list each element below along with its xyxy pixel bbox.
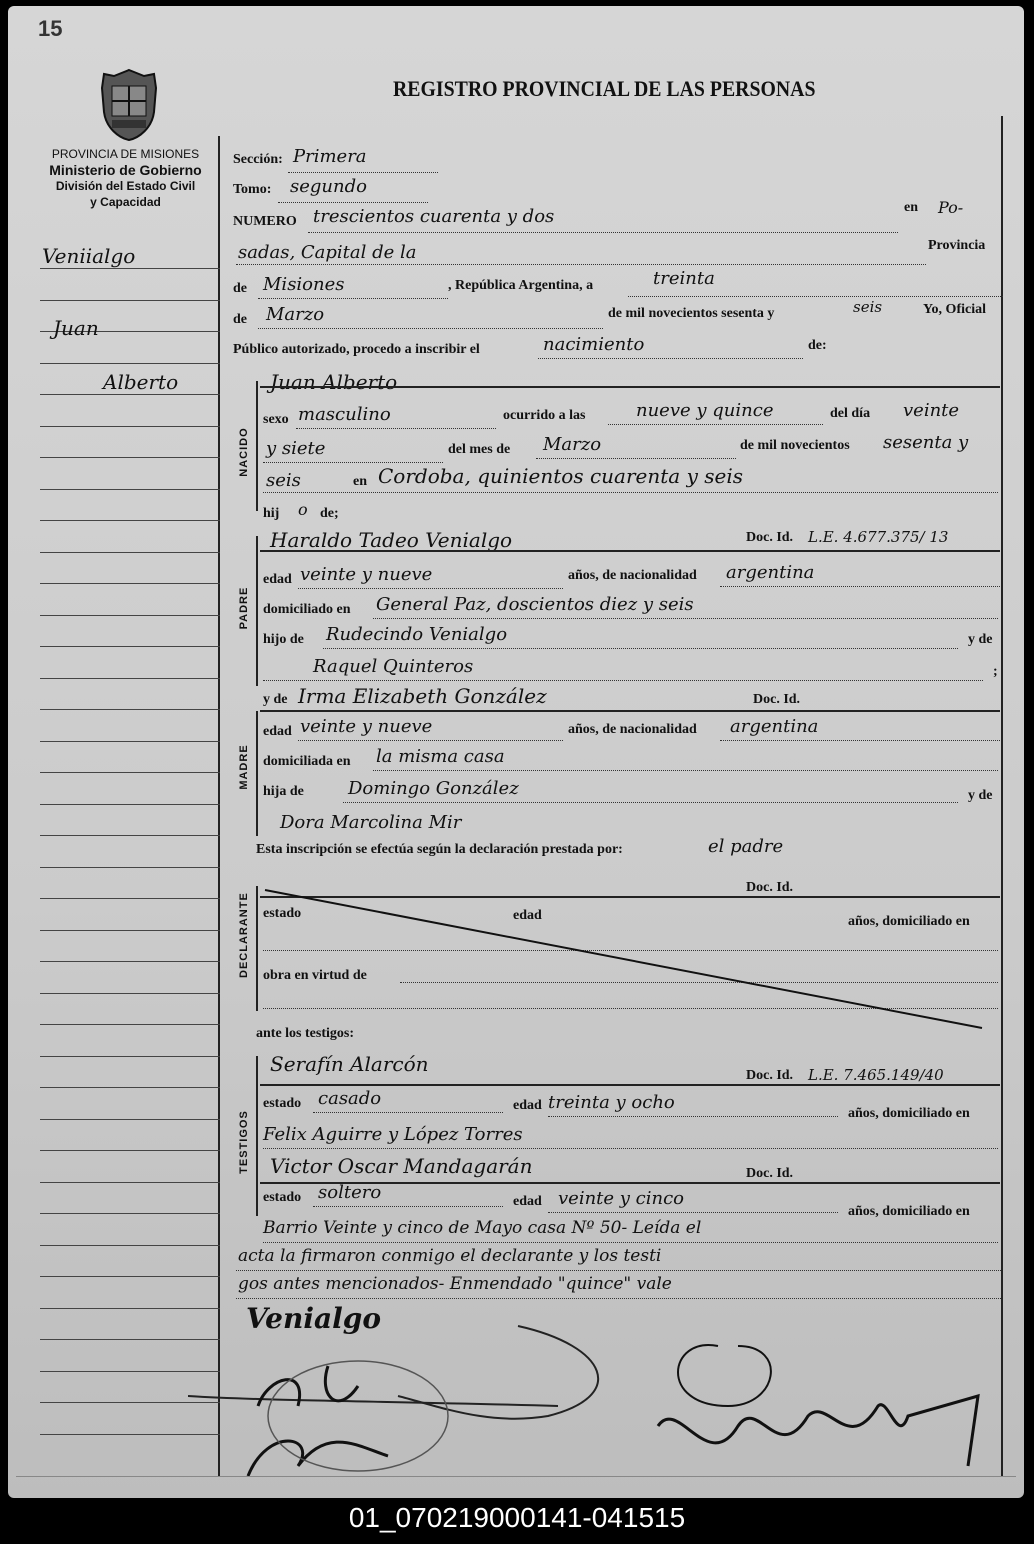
value-testigo1: Serafín Alarcón (270, 1052, 429, 1076)
signatures-and-stamp (188, 1306, 1018, 1486)
label-doc-testigo1: Doc. Id. (746, 1068, 794, 1083)
label-del-mes: del mes de (448, 442, 511, 457)
margin-surname: Veniialgo (42, 244, 136, 268)
margin-ruled-line (40, 898, 220, 899)
value-en: Po- (938, 198, 964, 217)
value-lugar-nac: Cordoba, quinientos cuarenta y seis (378, 464, 743, 488)
label-doc-padre: Doc. Id. (746, 530, 794, 545)
label-ocurrido: ocurrido a las (503, 408, 586, 423)
side-declarante: DECLARANTE (238, 892, 250, 978)
label-en-lugar: en (353, 474, 367, 489)
margin-ruled-line (40, 646, 220, 647)
margin-ruled-line (40, 583, 220, 584)
capacity-name: y Capacidad (90, 195, 161, 209)
label-hija-de: hija de (263, 784, 304, 799)
label-y-de-2: y de (968, 788, 993, 803)
label-y-de-madre: y de (263, 692, 288, 707)
value-testigo1-dom: Felix Aguirre y López Torres (263, 1124, 523, 1145)
label-dom-madre: domiciliada en (263, 754, 351, 769)
margin-ruled-line (40, 1213, 220, 1214)
value-seccion: Primera (293, 146, 367, 167)
margin-ruled-line (40, 993, 220, 994)
value-dia-nac-2: y siete (266, 438, 326, 459)
side-nacido: NACIDO (238, 427, 250, 477)
provincial-coat-of-arms-icon (94, 68, 164, 142)
value-madre: Irma Elizabeth González (298, 684, 547, 708)
margin-ruled-line (40, 552, 220, 553)
value-abuelo-p: Rudecindo Venialgo (326, 624, 508, 645)
value-abuela-p: Raquel Quinteros (313, 656, 474, 677)
value-padre: Haraldo Tadeo Venialgo (270, 528, 513, 552)
value-numero: trescientos cuarenta y dos (313, 206, 555, 227)
label-dom-padre: domiciliado en (263, 602, 351, 617)
side-testigos: TESTIGOS (238, 1110, 250, 1174)
value-testigo2-edad: veinte y cinco (558, 1188, 685, 1209)
label-de-mil-2: de mil novecientos (740, 438, 850, 453)
margin-ruled-line (40, 961, 220, 962)
value-testigo1-edad: treinta y ocho (548, 1092, 675, 1113)
margin-ruled-line (40, 709, 220, 710)
label-en: en (904, 200, 918, 215)
margin-ruled-line (40, 489, 220, 490)
value-testigo2: Victor Oscar Mandagarán (270, 1154, 533, 1178)
label-de-1: de (233, 281, 247, 296)
label-seccion: Sección: (233, 152, 283, 167)
label-anios-dom-declarante: años, domiciliado en (848, 914, 970, 929)
province-name: PROVINCIA DE MISIONES (51, 147, 200, 161)
label-edad-t1: edad (513, 1098, 542, 1113)
margin-ruled-line (40, 678, 220, 679)
value-padre-dom: General Paz, doscientos diez y seis (376, 594, 694, 615)
value-declarante: el padre (708, 836, 784, 857)
value-abuela-m: Dora Marcolina Mir (280, 812, 462, 833)
side-padre: PADRE (238, 586, 250, 630)
division-name: División del Estado Civil (55, 179, 196, 193)
margin-ruled-line (40, 1245, 220, 1246)
value-abuelo-m: Domingo González (348, 778, 519, 799)
value-anio-nac: sesenta y (883, 432, 969, 453)
value-padre-edad: veinte y nueve (300, 564, 433, 585)
value-hijo-o: o (298, 500, 308, 519)
margin-ruled-line (40, 930, 220, 931)
value-nombre: Juan Alberto (270, 370, 398, 394)
margin-ruled-line (40, 835, 220, 836)
value-padre-doc: L.E. 4.677.375/ 13 (808, 528, 949, 546)
value-anio: seis (853, 298, 883, 316)
label-de-colon: de: (808, 338, 827, 353)
label-edad-madre: edad (263, 724, 292, 739)
value-madre-edad: veinte y nueve (300, 716, 433, 737)
margin-name-1: Juan (53, 316, 99, 340)
label-hij: hij (263, 506, 280, 521)
right-border (1001, 116, 1003, 1476)
value-testigo2-dom: Barrio Veinte y cinco de Mayo casa Nº 50- Leída el (263, 1218, 702, 1238)
margin-ruled-line (40, 1056, 220, 1057)
image-id-footer: 01_070219000141-041515 (0, 1498, 1034, 1544)
label-provincia: Provincia (928, 238, 986, 253)
margin-ruled-line (40, 300, 220, 301)
margin-ruled-line (40, 1182, 220, 1183)
register-page (8, 6, 1024, 1498)
label-republica: , República Argentina, a (448, 278, 594, 293)
label-obra: obra en virtud de (263, 968, 367, 983)
label-estado-t1: estado (263, 1096, 302, 1111)
label-de-mil: de mil novecientos sesenta y (608, 306, 775, 321)
document-title: REGISTRO PROVINCIAL DE LAS PERSONAS (393, 76, 816, 101)
margin-ruled-line (40, 1119, 220, 1120)
margin-ruled-line (40, 1024, 220, 1025)
value-ciudad: sadas, Capital de la (238, 242, 417, 263)
label-estado-t2: estado (263, 1190, 302, 1205)
margin-ruled-line (40, 520, 220, 521)
label-yo-oficial: Yo, Oficial (923, 302, 986, 317)
label-estado-declarante: estado (263, 906, 302, 921)
margin-ruled-line (40, 804, 220, 805)
label-edad-declarante: edad (513, 908, 542, 923)
margin-ruled-line (40, 741, 220, 742)
side-madre: MADRE (238, 744, 250, 790)
page-number: 15 (38, 16, 63, 41)
closing-line-1: acta la firmaron conmigo el declarante y los testi (238, 1246, 662, 1266)
label-y-de-1: y de (968, 632, 993, 647)
label-edad-t2: edad (513, 1194, 542, 1209)
label-publico: Público autorizado, procedo a inscribir el (233, 342, 480, 357)
margin-divider (218, 136, 220, 1476)
label-de-2: de (233, 312, 247, 327)
label-anios-dom-t1: años, domiciliado en (848, 1106, 970, 1121)
label-esta-inscripcion: Esta inscripción se efectúa según la declaración prestada por: (256, 842, 623, 857)
margin-ruled-line (40, 867, 220, 868)
margin-ruled-line (40, 1150, 220, 1151)
label-sexo: sexo (263, 412, 289, 427)
margin-ruled-line (40, 268, 220, 269)
value-acto: nacimiento (543, 334, 645, 355)
value-hora: nueve y quince (636, 400, 774, 421)
margin-ruled-line (40, 772, 220, 773)
label-anios-dom-t2: años, domiciliado en (848, 1204, 970, 1219)
value-testigo1-estado: casado (318, 1088, 382, 1109)
signature-declarante: Venialgo (246, 1302, 381, 1335)
label-semicolon: ; (993, 664, 998, 679)
label-numero: NUMERO (233, 214, 297, 229)
value-anio-nac-2: seis (266, 470, 301, 491)
value-sexo: masculino (298, 404, 391, 425)
issuing-office (33, 146, 218, 210)
label-tomo: Tomo: (233, 182, 272, 197)
closing-line-2: gos antes mencionados- Enmendado "quince" vale (238, 1274, 672, 1294)
value-dia: treinta (653, 268, 715, 289)
value-testigo2-estado: soltero (318, 1182, 382, 1203)
label-doc-testigo2: Doc. Id. (746, 1166, 794, 1181)
value-tomo: segundo (290, 176, 367, 197)
label-hijo-de: hijo de (263, 632, 304, 647)
ministry-name: Ministerio de Gobierno (49, 162, 202, 178)
value-madre-nac: argentina (730, 716, 819, 737)
value-padre-nac: argentina (726, 562, 815, 583)
margin-ruled-line (40, 363, 220, 364)
value-madre-dom: la misma casa (376, 746, 505, 767)
value-testigo1-doc: L.E. 7.465.149/40 (808, 1066, 944, 1084)
label-nac-madre: años, de nacionalidad (568, 722, 697, 737)
margin-name-2: Alberto (103, 370, 179, 394)
margin-ruled-line (40, 1087, 220, 1088)
margin-ruled-line (40, 615, 220, 616)
value-dia-nac: veinte (903, 400, 960, 421)
label-ante-testigos: ante los testigos: (256, 1026, 354, 1041)
label-del-dia: del día (830, 406, 871, 421)
label-doc-madre: Doc. Id. (753, 692, 801, 707)
value-provincia: Misiones (263, 274, 345, 295)
label-de-sc: de; (320, 506, 339, 521)
margin-ruled-line (40, 1276, 220, 1277)
label-edad-padre: edad (263, 572, 292, 587)
value-mes: Marzo (266, 304, 325, 325)
margin-ruled-line (40, 426, 220, 427)
value-mes-nac: Marzo (543, 434, 602, 455)
strike-through-line (260, 886, 990, 1036)
label-doc-declarante: Doc. Id. (746, 880, 794, 895)
margin-ruled-line (40, 394, 220, 395)
label-nac-padre: años, de nacionalidad (568, 568, 697, 583)
margin-ruled-line (40, 457, 220, 458)
